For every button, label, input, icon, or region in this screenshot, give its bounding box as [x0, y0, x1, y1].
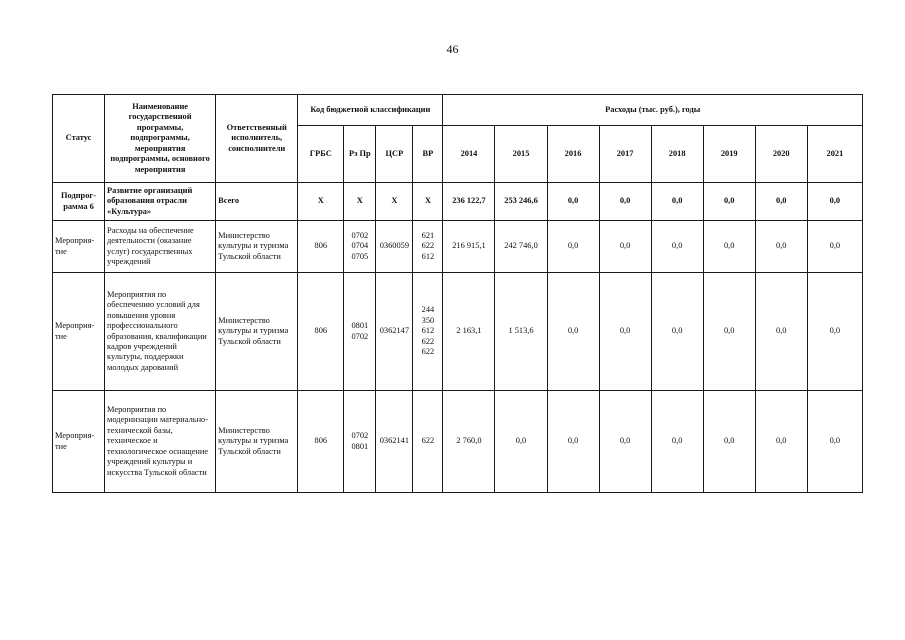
cell-2017: 0,0 — [599, 183, 651, 221]
cell-2021: 0,0 — [807, 221, 862, 273]
header-status: Статус — [53, 95, 105, 183]
cell-2019: 0,0 — [703, 391, 755, 493]
cell-name: Расходы на обеспечение деятельности (оказание услуг) государственных учреждений — [105, 221, 216, 273]
table-row-subprogram-6 — [53, 183, 863, 221]
cell-csr: 0362147 — [376, 273, 413, 391]
cell-csr: 0362141 — [376, 391, 413, 493]
cell-2015: 242 746,0 — [495, 221, 547, 273]
cell-2014: 236 122,7 — [443, 183, 495, 221]
cell-status: Подпрог- рамма 6 — [53, 183, 105, 221]
cell-grbs: 806 — [298, 273, 344, 391]
table-row-activity — [53, 221, 863, 273]
cell-2015: 0,0 — [495, 391, 547, 493]
cell-responsible: Министерство культуры и туризма Тульской области — [216, 273, 298, 391]
cell-2018: 0,0 — [651, 391, 703, 493]
cell-2016: 0,0 — [547, 391, 599, 493]
header-year-2014: 2014 — [443, 126, 495, 183]
header-rzpr: Рз Пр — [344, 126, 376, 183]
header-grbs: ГРБС — [298, 126, 344, 183]
cell-vr: 622 — [413, 391, 443, 493]
cell-responsible: Министерство культуры и туризма Тульской области — [216, 391, 298, 493]
cell-2017: 0,0 — [599, 273, 651, 391]
cell-2019: 0,0 — [703, 273, 755, 391]
cell-responsible: Министерство культуры и туризма Тульской области — [216, 221, 298, 273]
header-year-2021: 2021 — [807, 126, 862, 183]
cell-rzpr: Х — [344, 183, 376, 221]
cell-2020: 0,0 — [755, 391, 807, 493]
cell-status: Мероприя- тие — [53, 221, 105, 273]
header-year-2018: 2018 — [651, 126, 703, 183]
cell-2019: 0,0 — [703, 221, 755, 273]
header-vr: ВР — [413, 126, 443, 183]
cell-vr: 244 350 612 622 622 — [413, 273, 443, 391]
header-budget-code: Код бюджетной классификации — [298, 95, 443, 126]
cell-rzpr: 0702 0801 — [344, 391, 376, 493]
header-year-2015: 2015 — [495, 126, 547, 183]
cell-status: Мероприя- тие — [53, 273, 105, 391]
page-number: 46 — [446, 42, 459, 56]
cell-2021: 0,0 — [807, 273, 862, 391]
header-responsible: Ответственный исполнитель, соисполнители — [216, 95, 298, 183]
cell-2019: 0,0 — [703, 183, 755, 221]
header-year-2020: 2020 — [755, 126, 807, 183]
cell-2017: 0,0 — [599, 221, 651, 273]
cell-name: Мероприятия по обеспечению условий для повышения уровня профессионального образования, квалификации кадров учреждений культуры, поддержки молодых дарований — [105, 273, 216, 391]
cell-csr: Х — [376, 183, 413, 221]
cell-2020: 0,0 — [755, 221, 807, 273]
budget-table — [52, 94, 863, 493]
cell-status: Мероприя- тие — [53, 391, 105, 493]
cell-responsible: Всего — [216, 183, 298, 221]
cell-name: Мероприятия по модернизации материально-технической базы, техническое и технологическое оснащение учреждений культуры и искусства Тульской области — [105, 391, 216, 493]
cell-2018: 0,0 — [651, 183, 703, 221]
header-year-2017: 2017 — [599, 126, 651, 183]
cell-vr: 621 622 612 — [413, 221, 443, 273]
cell-2014: 216 915,1 — [443, 221, 495, 273]
cell-grbs: Х — [298, 183, 344, 221]
cell-2016: 0,0 — [547, 183, 599, 221]
cell-2014: 2 163,1 — [443, 273, 495, 391]
cell-2016: 0,0 — [547, 221, 599, 273]
cell-2016: 0,0 — [547, 273, 599, 391]
cell-2020: 0,0 — [755, 273, 807, 391]
header-year-2019: 2019 — [703, 126, 755, 183]
cell-2015: 1 513,6 — [495, 273, 547, 391]
cell-2015: 253 246,6 — [495, 183, 547, 221]
header-csr: ЦСР — [376, 126, 413, 183]
cell-2018: 0,0 — [651, 221, 703, 273]
cell-2020: 0,0 — [755, 183, 807, 221]
cell-vr: Х — [413, 183, 443, 221]
cell-grbs: 806 — [298, 391, 344, 493]
header-expenses: Расходы (тыс. руб.), годы — [443, 95, 863, 126]
table-row-activity — [53, 273, 863, 391]
header-name: Наименование государственной программы, подпрограммы, мероприятия подпрограммы, основного мероприятия — [105, 95, 216, 183]
table-row-activity — [53, 391, 863, 493]
cell-2021: 0,0 — [807, 183, 862, 221]
cell-2021: 0,0 — [807, 391, 862, 493]
cell-rzpr: 0801 0702 — [344, 273, 376, 391]
cell-rzpr: 0702 0704 0705 — [344, 221, 376, 273]
cell-2017: 0,0 — [599, 391, 651, 493]
cell-2014: 2 760,0 — [443, 391, 495, 493]
cell-name: Развитие организаций образования отрасли «Культура» — [105, 183, 216, 221]
cell-grbs: 806 — [298, 221, 344, 273]
cell-2018: 0,0 — [651, 273, 703, 391]
cell-csr: 0360059 — [376, 221, 413, 273]
header-year-2016: 2016 — [547, 126, 599, 183]
